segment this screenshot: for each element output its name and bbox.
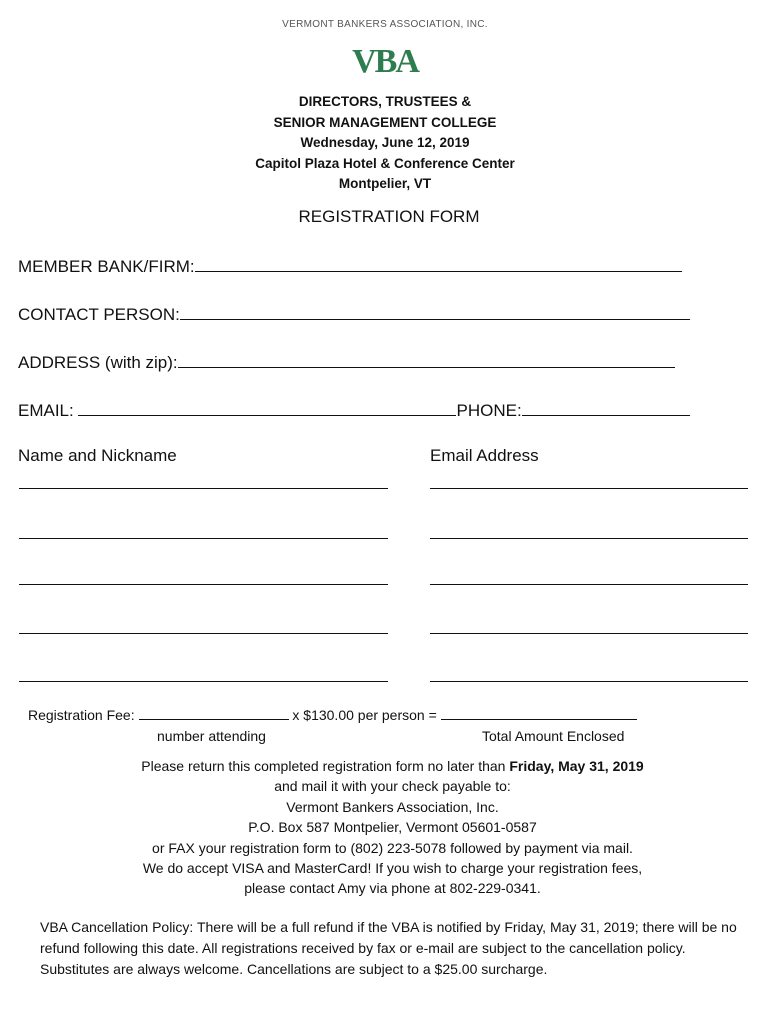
address-field [18,352,675,373]
cancellation-policy: VBA Cancellation Policy: There will be a full refund if the VBA is notified by Friday, May 31, 2019; there will be no refund following this date. All registrations received by fax or e-mail are subject to the cancellation policy. Substitutes are always welcome. Cancellations are subject to a $25.00 surcharge. [40,919,737,977]
fee-rate: x $130.00 per person = [292,707,437,723]
member-bank-label: MEMBER BANK/FIRM: [18,257,195,276]
attendee-email-input-5[interactable] [430,681,748,682]
event-city: Montpelier, VT [338,176,432,191]
instruction-line-5: or FAX your registration form to (802) 223-5078 followed by payment via mail. [152,839,633,856]
instruction-deadline-prefix: Please return this completed registration form no later than [141,758,506,774]
event-title-line1: DIRECTORS, TRUSTEES & [298,94,472,109]
attendee-name-input-1[interactable] [19,488,388,489]
instruction-line-7: please contact Amy via phone at 802-229-0341. [244,880,541,897]
instruction-line-1 [0,756,770,776]
email-column-header: Email Address [430,446,539,465]
event-venue: Capitol Plaza Hotel & Conference Center [255,155,515,171]
attendee-email-input-4[interactable] [430,633,748,634]
phone-input[interactable] [522,400,690,416]
total-amount-caption: Total Amount Enclosed [482,728,625,744]
contact-person-field [18,304,690,325]
registration-fee-row [28,707,637,723]
attendee-name-input-3[interactable] [19,584,388,585]
contact-person-label: CONTACT PERSON: [18,305,180,324]
address-input[interactable] [178,352,675,368]
member-bank-input[interactable] [195,256,682,272]
number-attending-input[interactable] [139,707,289,720]
total-amount-input[interactable] [441,707,637,720]
form-title: REGISTRATION FORM [298,207,480,226]
return-instructions [0,756,770,899]
deadline-date: Friday, May 31, 2019 [509,758,644,774]
email-input[interactable] [78,400,456,416]
fee-label: Registration Fee: [28,707,135,723]
email-phone-field [18,400,690,421]
attendee-name-input-5[interactable] [19,681,388,682]
event-header [0,92,770,195]
vba-logo [343,42,427,74]
attendee-name-input-4[interactable] [19,633,388,634]
contact-person-input[interactable] [180,304,690,320]
logo-text: VBA [352,43,418,74]
event-date: Wednesday, June 12, 2019 [300,135,470,150]
instruction-line-3: Vermont Bankers Association, Inc. [286,798,499,815]
email-label: EMAIL: [18,401,74,420]
association-name: VERMONT BANKERS ASSOCIATION, INC. [282,19,488,30]
member-bank-field [18,256,682,277]
instruction-line-4: P.O. Box 587 Montpelier, Vermont 05601-0587 [248,819,537,836]
attendee-email-input-3[interactable] [430,584,748,585]
attendee-name-input-2[interactable] [19,538,388,539]
name-column-header: Name and Nickname [18,446,177,465]
number-attending-caption: number attending [157,728,266,744]
address-label: ADDRESS (with zip): [18,353,178,372]
instruction-line-6: We do accept VISA and MasterCard! If you wish to charge your registration fees, [142,860,643,877]
attendee-email-input-2[interactable] [430,538,748,539]
instruction-line-2: and mail it with your check payable to: [274,778,511,795]
attendee-email-input-1[interactable] [430,488,748,489]
event-title-line2: SENIOR MANAGEMENT COLLEGE [273,114,497,130]
phone-label: PHONE: [456,401,522,420]
